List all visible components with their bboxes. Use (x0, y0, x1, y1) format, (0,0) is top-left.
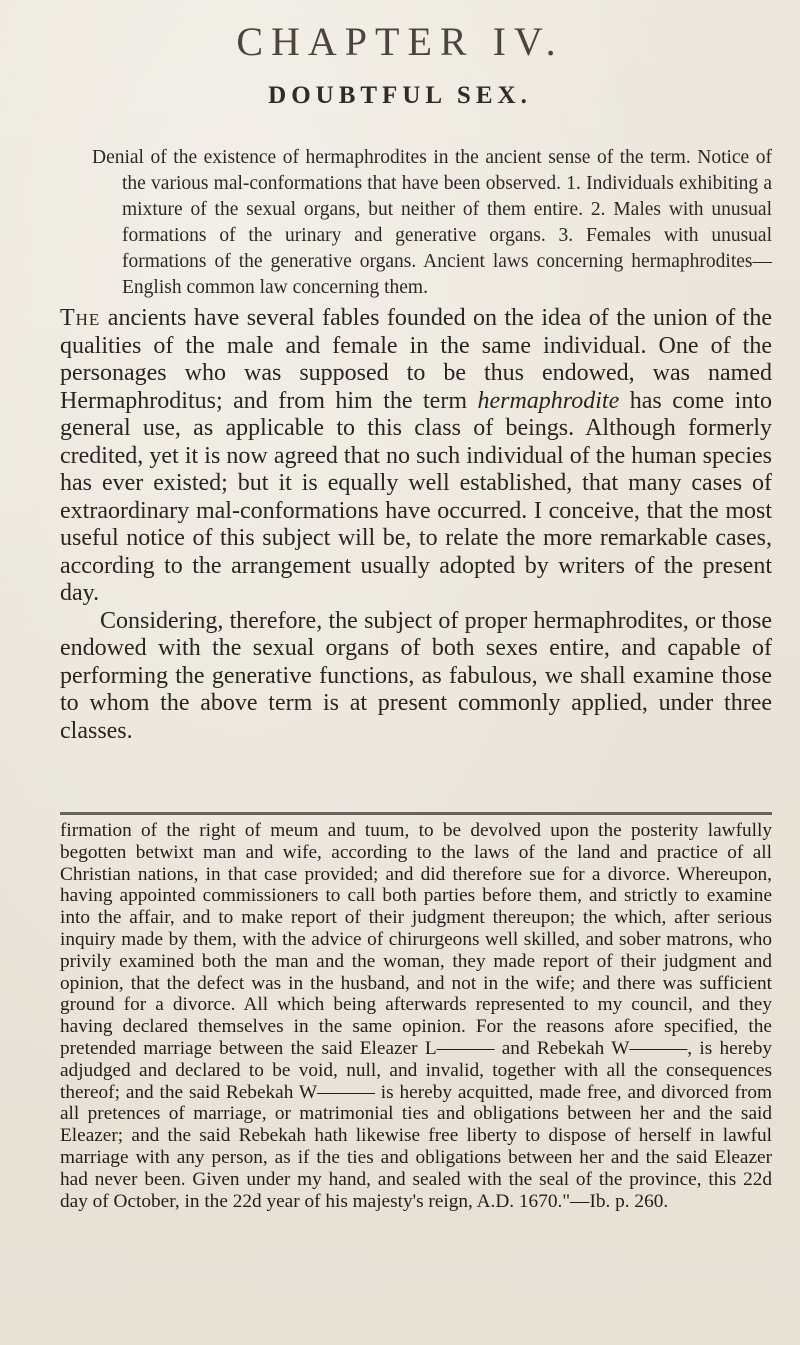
chapter-subtitle: DOUBTFUL SEX. (268, 82, 532, 109)
footnote-divider (60, 812, 772, 815)
paragraph-lead-word: The (60, 305, 101, 331)
chapter-heading: CHAPTER IV. (236, 19, 564, 64)
footnote-text: firmation of the right of meum and tuum, to be devolved upon the posterity lawfully begotten betwixt man and wife, according to the laws of the land and practice of all Christian nations, in that case provided; and did therefore sue for a divorce. Whereupon, having appointed commissioners to call both parties before them, and strictly to examine into the affair, and to make report of their judgment thereupon; the which, after serious inquiry made by them, with the advice of chirurgeons well skilled, and sober matrons, who privily examined both the man and the woman, they made report of their judgment and opinion, that the defect was in the husband, and not in the wife; and there was sufficient ground for a divorce. All which being afterwards represented to my council, and they having declared themselves in the same opinion. For the reasons afore specified, the pretended marriage between the said Eleazer L——— and Rebekah W———, is hereby adjudged and declared to be void, null, and invalid, together with all the consequences thereof; and the said Rebekah W——— is hereby acquitted, made free, and divorced from all pretences of marriage, or matrimonial ties and obligations between her and the said Eleazer; and the said Rebekah hath likewise free liberty to dispose of herself in lawful marriage with any person, as if the ties and obligations between her and the said Eleazer had never been. Given under my hand, and sealed with the seal of the province, this 22d day of October, in the 22d year of his majesty's reign, A.D. 1670."—Ib. p. 260. (60, 820, 772, 1212)
paragraph-1-text-a: ancients have several fables founded on the idea of the union of the qualities of the male and female in the same individual. One of the personages who was supposed to be thus endowed, was named Hermaphroditus; and from him the term (60, 305, 772, 414)
body-text (60, 305, 772, 745)
chapter-synopsis: Denial of the existence of hermaphrodites in the ancient sense of the term. Notice of the various mal-conformations that have been observed. 1. Individuals exhibiting a mixture of the sexual organs, but neither of them entire. 2. Males with unusual formations of the urinary and generative organs. 3. Females with unusual formations of the generative organs. Ancient laws concerning hermaphrodites—English common law concerning them. (92, 147, 772, 298)
paragraph-2: Considering, therefore, the subject of proper hermaphrodites, or those endowed with the sexual organs of both sexes entire, and capable of performing the generative functions, as fabulous, we shall examine those to whom the above term is at present commonly applied, under three classes. (60, 607, 772, 744)
paragraph-1-text-b: has come into general use, as applicable to this class of beings. Although formerly credited, yet it is now agreed that no such individual of the human species has ever existed; but it is equally well established, that many cases of extraordinary mal-conformations have occurred. I conceive, that the most useful notice of this subject will be, to relate the more remarkable cases, according to the arrangement usually adopted by writers of the present day. (60, 387, 772, 606)
footnote (60, 820, 772, 1212)
paragraph-1 (60, 305, 772, 608)
italic-term: hermaphrodite (477, 387, 620, 414)
